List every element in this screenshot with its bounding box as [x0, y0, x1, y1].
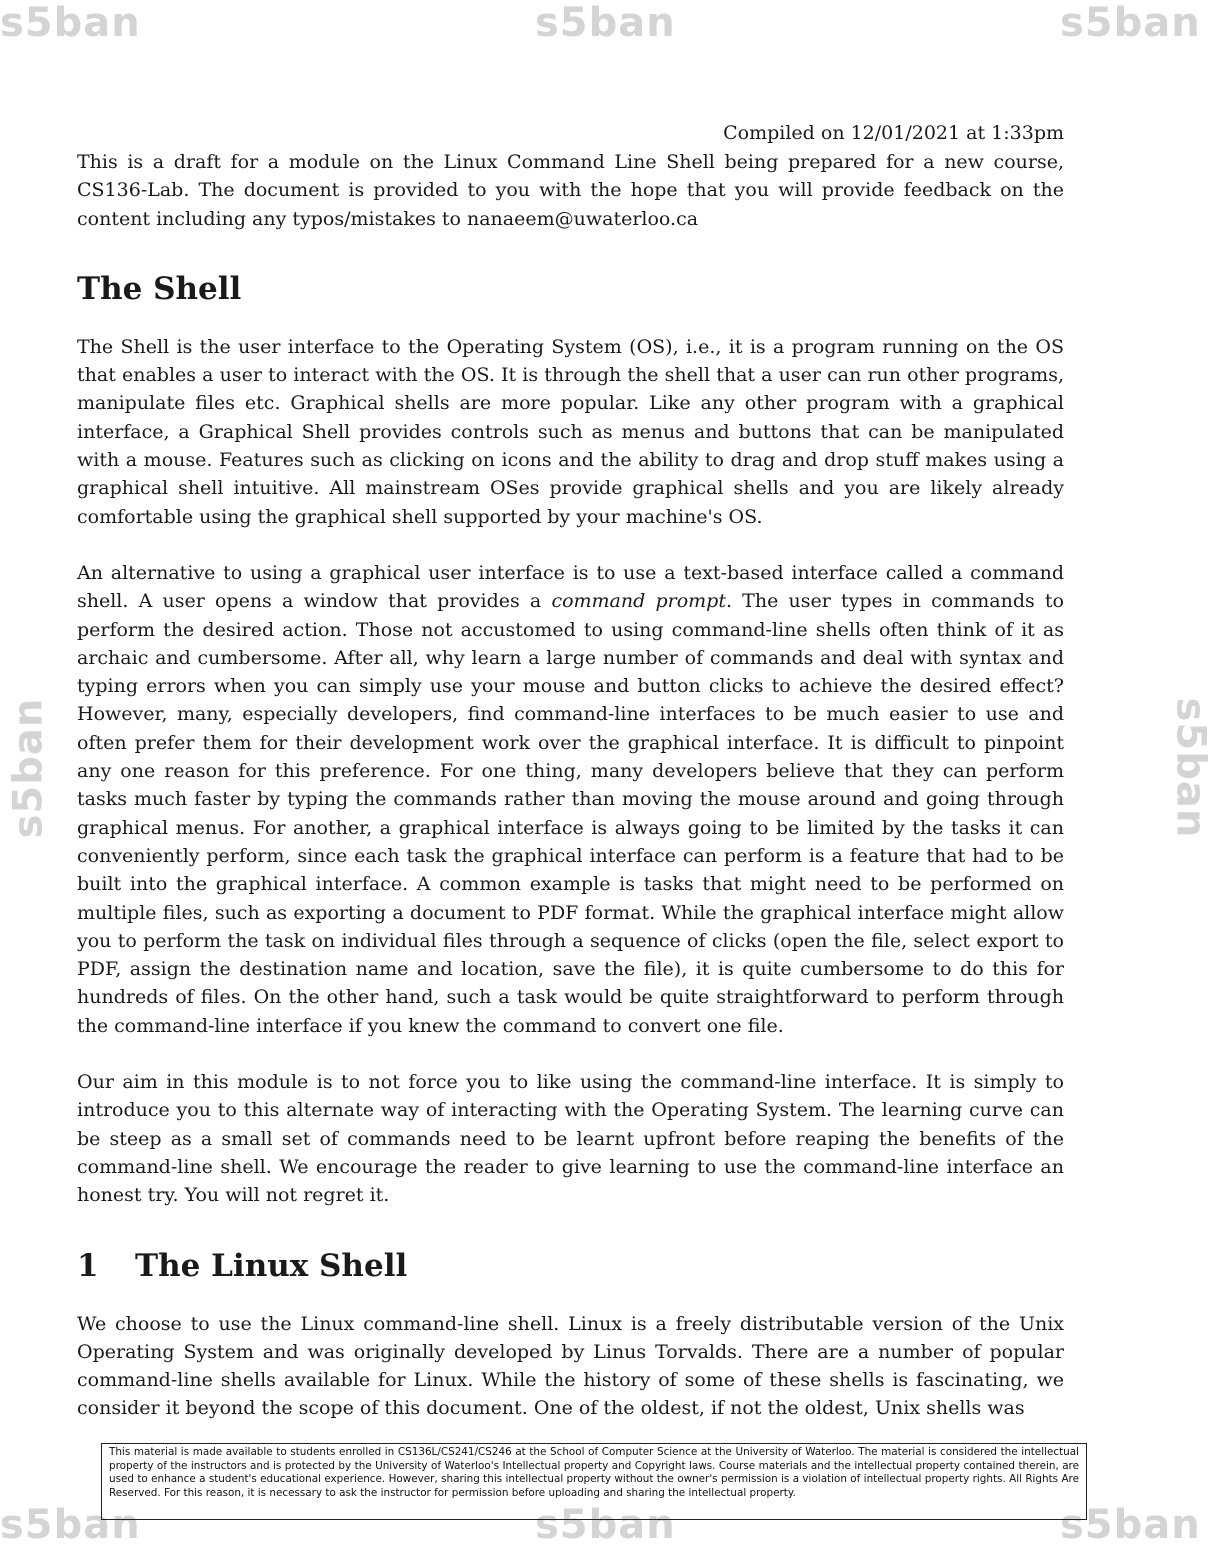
watermark-top-center: s5ban — [535, 0, 676, 46]
shell-paragraph-2 — [77, 559, 1064, 1040]
page-content — [77, 118, 1064, 1451]
watermark-bottom-right: s5ban — [1060, 1502, 1201, 1548]
shell-paragraph-2-rest: . The user types in commands to perform the desired action. Those not accustomed to using command-line shells often think of it as archaic and cumbersome. After all, why learn a large number of commands and deal with syntax and typing errors when you can simply use your mouse and button clicks to achieve the desired effect? However, many, especially developers, find command-line interfaces to be much easier to use and often prefer them for their development work over the graphical interface. It is difficult to pinpoint any one reason for this preference. For one thing, many developers believe that they can perform tasks much faster by typing the commands rather than moving the mouse around and going through graphical menus. For another, a graphical interface is always going to be limited by the tasks it can conveniently perform, since each task the graphical interface can perform is a feature that had to be built into the graphical interface. A common example is tasks that might need to be performed on multiple files, such as exporting a document to PDF format. While the graphical interface might allow you to perform the task on individual files through a sequence of clicks (open the file, select export to PDF, assign the destination name and location, save the file), it is quite cumbersome to do this for hundreds of files. On the other hand, such a task would be quite straightforward to perform through the command-line interface if you knew the command to convert one file. — [77, 590, 1064, 1037]
shell-paragraph-2-start: An alternative to using a graphical user interface is to use a text-based interface called a command shell. A user opens a window that provides a — [77, 561, 1064, 613]
watermark-left: s5ban — [5, 697, 52, 839]
section-title: The Linux Shell — [135, 1247, 408, 1284]
command-prompt-term: command prompt — [551, 590, 726, 613]
watermark-top-left: s5ban — [0, 0, 141, 46]
intro-paragraph: This is a draft for a module on the Linux Command Line Shell being prepared for a new course, CS136-Lab. The document is provided to you with the hope that you will provide feedback on the content including any typos/mistakes to nanaeem@uwaterloo.ca — [77, 151, 1064, 230]
section-number: 1 — [77, 1247, 99, 1284]
watermark-top-right: s5ban — [1060, 0, 1201, 46]
copyright-notice: This material is made available to students enrolled in CS136L/CS241/CS246 at the School of Computer Science at the University of Waterloo. The material is considered the intellectual property of the instructors and is protected by the University of Waterloo's Intellectual property and Copyright laws. Course materials and the intellectual property contained therein, are used to enhance a student's educational experience. However, sharing this intellectual property without the owner's permission is a violation of intellectual property rights. All Rights Are Reserved. For this reason, it is necessary to ask the instructor for permission before uploading and sharing the intellectual property. — [101, 1443, 1087, 1520]
compiled-date: Compiled on 12/01/2021 at 1:33pm — [723, 122, 1064, 144]
watermark-bottom-center: s5ban — [535, 1502, 676, 1548]
shell-paragraph-3: Our aim in this module is to not force you to like using the command-line interface. It is simply to introduce you to this alternate way of interacting with the Operating System. The learning curve can be steep as a small set of commands need to be learnt upfront before reaping the benefits of the command-line shell. We encourage the reader to give learning to use the command-line interface an honest try. You will not regret it. — [77, 1071, 1064, 1207]
linux-paragraph-1: We choose to use the Linux command-line shell. Linux is a freely distributable version of the Unix Operating System and was originally developed by Linus Torvalds. There are a number of popular command-line shells available for Linux. While the history of some of these shells is fascinating, we consider it beyond the scope of this document. One of the oldest, if not the oldest, Unix shells was — [77, 1312, 1064, 1420]
shell-paragraph-1: The Shell is the user interface to the Operating System (OS), i.e., it is a program running on the OS that enables a user to interact with the OS. It is through the shell that a user can run other programs, manipulate files etc. Graphical shells are more popular. Like any other program with a graphical interface, a Graphical Shell provides controls such as menus and buttons that can be manipulated with a mouse. Features such as clicking on icons and the ability to drag and drop stuff makes using a graphical shell intuitive. All mainstream OSes provide graphical shells and you are likely already comfortable using the graphical shell supported by your machine's OS. — [77, 335, 1064, 528]
section-heading-linux-shell — [77, 1246, 1064, 1286]
watermark-right: s5ban — [1167, 697, 1213, 839]
watermark-bottom-left: s5ban — [0, 1502, 141, 1548]
section-heading-the-shell: The Shell — [77, 270, 242, 307]
